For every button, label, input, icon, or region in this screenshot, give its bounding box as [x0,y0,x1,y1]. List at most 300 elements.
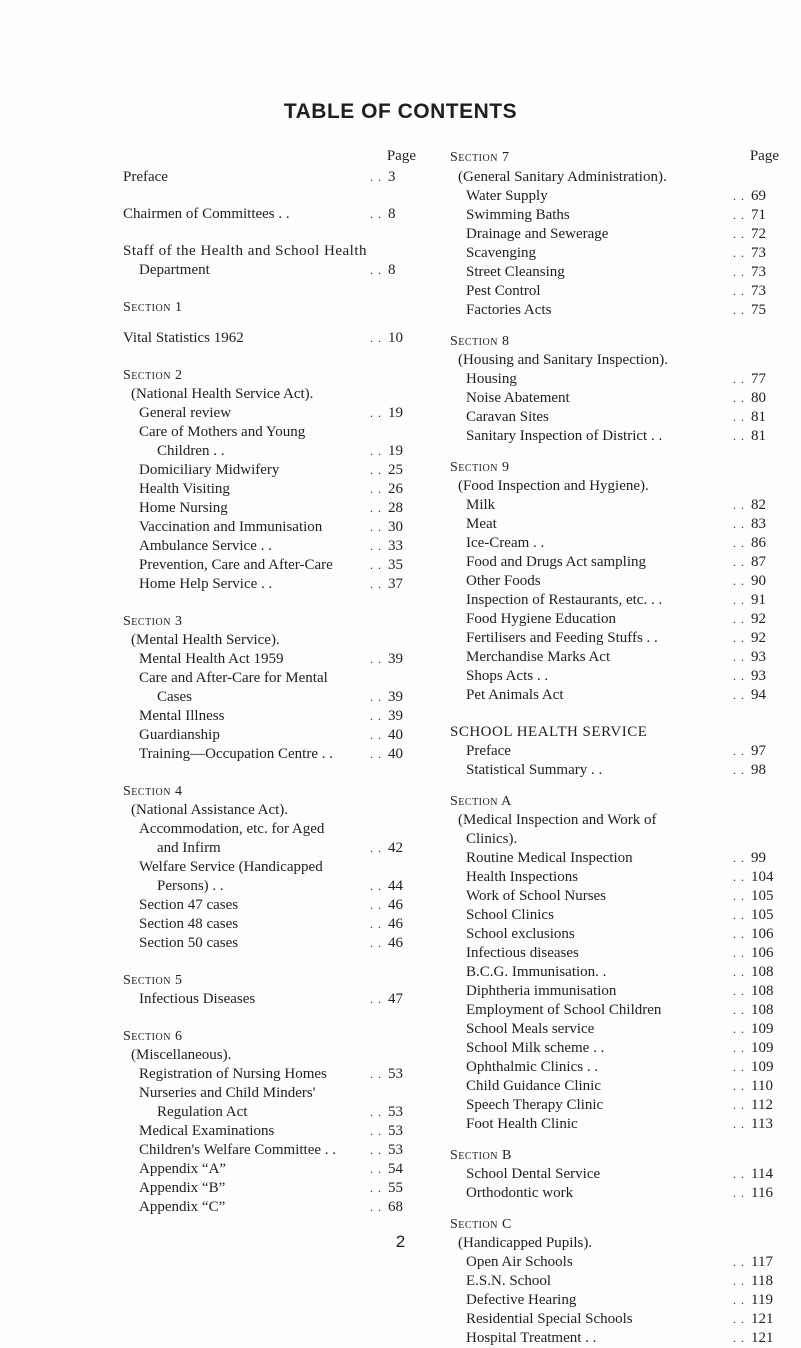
toc-entry-label: General review [139,405,232,421]
toc-entry-label: Housing [466,371,517,387]
toc-entry-page: 53 [388,1104,403,1120]
toc-entry [450,686,779,705]
toc-entry [450,572,779,591]
toc-entry [123,168,416,187]
toc-leader-dots: . . [370,917,382,931]
toc-entry-label: Preface [123,169,168,185]
toc-entry-page: 44 [388,878,403,894]
toc-entry-label: Guardianship [139,727,220,743]
toc-entry-page: 109 [751,1021,774,1037]
toc-entry-label: Section 47 cases [139,897,239,913]
toc-leader-dots: . . [370,263,382,277]
toc-leader-dots: . . [733,391,745,405]
toc-leader-dots: . . [733,574,745,588]
toc-leader-dots: . . [733,1098,745,1112]
toc-entry-label: Ice-Cream . . [466,535,545,551]
toc-entry-label: Street Cleansing [466,264,565,280]
toc-entry-page: 94 [751,687,766,703]
toc-entry-label: Nurseries and Child Minders' [139,1085,316,1101]
toc-entry [123,423,416,442]
page-column-header: Page [386,148,416,164]
toc-leader-dots: . . [370,728,382,742]
section-heading: Section 7 [450,150,510,165]
toc-entry-page: 81 [751,409,766,425]
section-heading: Section C [450,1217,512,1232]
toc-entry-label: School Milk scheme . . [466,1040,605,1056]
toc-leader-dots: . . [370,1067,382,1081]
toc-entry [450,610,779,629]
toc-entry-label: Sanitary Inspection of District . . [466,428,663,444]
toc-entry-label: Food Hygiene Education [466,611,616,627]
toc-entry [450,408,779,427]
toc-entry-label: Employment of School Children [466,1002,662,1018]
toc-leader-dots: . . [370,444,382,458]
toc-entry-label: Registration of Nursing Homes [139,1066,327,1082]
toc-entry-page: 92 [751,630,766,646]
toc-entry [450,187,779,206]
toc-entry-page: 28 [388,500,403,516]
toc-entry-label: Domiciliary Midwifery [139,462,280,478]
toc-entry-label: Staff of the Health and School Health [123,243,367,259]
toc-leader-dots: . . [733,1003,745,1017]
toc-entry [123,726,416,745]
toc-entry [123,858,416,877]
toc-entry-page: 109 [751,1059,774,1075]
toc-entry-label: Merchandise Marks Act [466,649,611,665]
toc-leader-dots: . . [733,984,745,998]
toc-entry [450,887,779,906]
toc-entry-page: 46 [388,916,403,932]
toc-entry-page: 108 [751,1002,774,1018]
toc-entry-page: 105 [751,907,774,923]
toc-leader-dots: . . [370,520,382,534]
toc-entry [450,906,779,925]
toc-entry-label: Appendix “B” [139,1180,226,1196]
toc-entry-page: 47 [388,991,403,1007]
toc-entry-page: 109 [751,1040,774,1056]
toc-leader-dots: . . [733,429,745,443]
toc-entry [123,1103,416,1122]
toc-entry-page: 30 [388,519,403,535]
toc-entry-page: 68 [388,1199,403,1215]
toc-entry-page: 105 [751,888,774,904]
toc-leader-dots: . . [733,1079,745,1093]
toc-entry [123,1122,416,1141]
toc-entry [123,820,416,839]
toc-entry [123,1141,416,1160]
toc-entry-label: Vaccination and Immunisation [139,519,323,535]
toc-entry [123,575,416,594]
toc-entry-page: 92 [751,611,766,627]
toc-right-column [450,148,779,1348]
toc-entry [450,1291,779,1310]
toc-leader-dots: . . [733,303,745,317]
toc-entry-label: Section 50 cases [139,935,239,951]
toc-leader-dots: . . [733,1255,745,1269]
toc-leader-dots: . . [733,870,745,884]
toc-entry-page: 110 [751,1078,773,1094]
section-subheading: (Handicapped Pupils). [458,1235,593,1251]
toc-entry [450,282,779,301]
toc-entry [123,688,416,707]
toc-entry-label: Swimming Baths [466,207,570,223]
toc-entry [450,534,779,553]
toc-entry-label: School exclusions [466,926,575,942]
toc-entry [123,1198,416,1217]
toc-leader-dots: . . [370,1162,382,1176]
toc-leader-dots: . . [733,1117,745,1131]
section-heading: Section 2 [123,368,183,383]
toc-entry-label: Mental Illness [139,708,225,724]
section-heading: SCHOOL HEALTH SERVICE [450,724,648,740]
toc-entry-page: 73 [751,264,766,280]
toc-leader-dots: . . [733,908,745,922]
toc-entry [450,1096,779,1115]
page-number: 2 [395,1232,406,1251]
toc-entry [123,499,416,518]
toc-entry-page: 54 [388,1161,403,1177]
toc-entry [450,1184,779,1203]
toc-entry-label: Section 48 cases [139,916,239,932]
toc-entry-label: Pet Animals Act [466,687,564,703]
section-heading: Section 3 [123,614,183,629]
toc-entry [450,206,779,225]
toc-leader-dots: . . [370,747,382,761]
toc-leader-dots: . . [370,577,382,591]
toc-leader-dots: . . [733,517,745,531]
toc-entry-label: Routine Medical Inspection [466,850,633,866]
toc-entry-page: 87 [751,554,766,570]
toc-entry-page: 8 [388,206,396,222]
toc-entry [123,1179,416,1198]
toc-entry [450,1165,779,1184]
toc-entry [450,849,779,868]
toc-entry-page: 93 [751,668,766,684]
toc-leader-dots: . . [733,265,745,279]
toc-entry-page: 53 [388,1123,403,1139]
toc-entry-page: 99 [751,850,766,866]
toc-entry-label: Statistical Summary . . [466,762,603,778]
toc-entry-label: Defective Hearing [466,1292,577,1308]
toc-entry-page: 39 [388,708,403,724]
toc-entry-page: 10 [388,330,403,346]
toc-leader-dots: . . [733,189,745,203]
toc-entry-label: Residential Special Schools [466,1311,633,1327]
toc-leader-dots: . . [733,631,745,645]
toc-entry [123,442,416,461]
toc-entry [123,990,416,1009]
toc-entry-label: Home Nursing [139,500,228,516]
toc-entry-label: Health Inspections [466,869,579,885]
toc-entry-label: Training—Occupation Centre . . [139,746,333,762]
toc-entry [123,556,416,575]
toc-entry-label: Work of School Nurses [466,888,607,904]
toc-entry-label: Meat [466,516,497,532]
toc-entry [123,205,416,224]
toc-leader-dots: . . [733,851,745,865]
section-heading: Section 4 [123,784,183,799]
toc-entry-page: 71 [751,207,766,223]
toc-entry [450,1077,779,1096]
toc-leader-dots: . . [370,331,382,345]
toc-leader-dots: . . [733,555,745,569]
toc-entry-page: 55 [388,1180,403,1196]
toc-entry-label: Open Air Schools [466,1254,573,1270]
toc-entry-page: 25 [388,462,403,478]
toc-entry [123,329,416,348]
toc-entry [450,761,779,780]
toc-leader-dots: . . [733,593,745,607]
toc-leader-dots: . . [370,1181,382,1195]
toc-entry-label: Inspection of Restaurants, etc. . . [466,592,663,608]
toc-entry-label: Medical Examinations [139,1123,275,1139]
toc-entry-page: 40 [388,746,403,762]
toc-entry [450,1253,779,1272]
toc-leader-dots: . . [733,927,745,941]
toc-leader-dots: . . [370,690,382,704]
toc-entry [123,1160,416,1179]
section-subheading: Clinics). [466,831,518,847]
toc-entry-label: Health Visiting [139,481,230,497]
toc-entry-page: 19 [388,405,403,421]
toc-entry-page: 112 [751,1097,773,1113]
toc-leader-dots: . . [370,936,382,950]
section-heading: Section 8 [450,334,510,349]
toc-leader-dots: . . [370,898,382,912]
toc-entry [450,515,779,534]
toc-entry-page: 90 [751,573,766,589]
section-subheading: (Medical Inspection and Work of [458,812,657,828]
toc-entry-page: 121 [751,1330,774,1346]
toc-leader-dots: . . [733,1022,745,1036]
toc-entry [450,963,779,982]
toc-leader-dots: . . [370,992,382,1006]
toc-entry [123,650,416,669]
toc-entry-page: 91 [751,592,766,608]
toc-entry-label: Milk [466,497,496,513]
toc-entry [450,389,779,408]
toc-entry-page: 80 [751,390,766,406]
toc-entry-label: Persons) . . [157,878,224,894]
toc-entry-page: 77 [751,371,766,387]
toc-entry [450,301,779,320]
toc-leader-dots: . . [733,1167,745,1181]
toc-entry [123,1065,416,1084]
section-heading: Section 6 [123,1029,183,1044]
toc-leader-dots: . . [733,763,745,777]
toc-entry-page: 26 [388,481,403,497]
toc-entry [450,553,779,572]
toc-entry [123,707,416,726]
toc-entry-label: Drainage and Sewerage [466,226,609,242]
toc-entry-page: 117 [751,1254,773,1270]
toc-entry-page: 73 [751,283,766,299]
toc-entry-label: Infectious Diseases [139,991,256,1007]
section-subheading: (Miscellaneous). [131,1047,232,1063]
section-subheading: (National Health Service Act). [131,386,314,402]
toc-entry [123,404,416,423]
toc-entry [450,1329,779,1348]
toc-entry-label: Diphtheria immunisation [466,983,617,999]
toc-entry-label: Fertilisers and Feeding Stuffs . . [466,630,658,646]
toc-entry-page: 108 [751,983,774,999]
toc-entry-page: 42 [388,840,403,856]
toc-entry [123,518,416,537]
toc-leader-dots: . . [733,1060,745,1074]
toc-entry-label: Mental Health Act 1959 [139,651,284,667]
toc-leader-dots: . . [370,652,382,666]
toc-entry-label: Welfare Service (Handicapped [139,859,323,875]
toc-entry-page: 73 [751,245,766,261]
toc-entry [123,877,416,896]
section-subheading: (General Sanitary Administration). [458,169,667,185]
toc-entry [450,1310,779,1329]
toc-entry [450,1001,779,1020]
toc-entry [450,1272,779,1291]
toc-leader-dots: . . [733,1293,745,1307]
toc-entry [450,263,779,282]
toc-entry-page: 113 [751,1116,773,1132]
toc-entry [450,244,779,263]
toc-entry [123,537,416,556]
toc-entry-label: Cases [157,689,192,705]
toc-entry [450,427,779,446]
toc-entry-label: Food and Drugs Act sampling [466,554,646,570]
toc-entry-page: 75 [751,302,766,318]
toc-entry-label: E.S.N. School [466,1273,552,1289]
toc-entry-page: 53 [388,1066,403,1082]
toc-leader-dots: . . [733,889,745,903]
toc-entry-label: Water Supply [466,188,548,204]
toc-leader-dots: . . [733,688,745,702]
toc-leader-dots: . . [370,1143,382,1157]
toc-leader-dots: . . [370,1105,382,1119]
toc-entry-page: 108 [751,964,774,980]
toc-leader-dots: . . [733,372,745,386]
toc-leader-dots: . . [370,482,382,496]
toc-entry [450,1115,779,1134]
toc-entry-label: Prevention, Care and After-Care [139,557,333,573]
toc-entry-label: Speech Therapy Clinic [466,1097,604,1113]
toc-leader-dots: . . [733,612,745,626]
toc-entry [450,225,779,244]
toc-entry [450,1020,779,1039]
toc-entry-label: Factories Acts [466,302,552,318]
toc-leader-dots: . . [733,946,745,960]
toc-entry-page: 93 [751,649,766,665]
toc-entry-page: 39 [388,689,403,705]
section-heading: Section 1 [123,300,183,315]
toc-entry-label: Caravan Sites [466,409,549,425]
toc-entry-page: 46 [388,897,403,913]
toc-entry-page: 119 [751,1292,773,1308]
toc-leader-dots: . . [733,650,745,664]
toc-entry [450,982,779,1001]
toc-entry-label: Regulation Act [157,1104,248,1120]
toc-entry-label: Other Foods [466,573,541,589]
toc-entry-label: Department [139,262,210,278]
toc-entry-label: Appendix “C” [139,1199,226,1215]
toc-leader-dots: . . [733,1041,745,1055]
toc-leader-dots: . . [733,1274,745,1288]
toc-entry-page: 37 [388,576,403,592]
toc-entry-label: Ambulance Service . . [139,538,272,554]
toc-entry-page: 46 [388,935,403,951]
toc-entry-page: 53 [388,1142,403,1158]
toc-entry [123,1084,416,1103]
toc-entry-label: School Clinics [466,907,554,923]
section-heading: Section B [450,1148,512,1163]
toc-entry-label: Care and After-Care for Mental [139,670,328,686]
toc-entry-page: 118 [751,1273,773,1289]
toc-leader-dots: . . [733,227,745,241]
toc-leader-dots: . . [370,1200,382,1214]
toc-entry-label: Preface [466,743,511,759]
toc-leader-dots: . . [370,406,382,420]
toc-entry-page: 104 [751,869,774,885]
toc-entry-page: 8 [388,262,396,278]
toc-entry [450,496,779,515]
toc-entry-page: 81 [751,428,766,444]
toc-entry [123,896,416,915]
toc-entry-label: Pest Control [466,283,541,299]
toc-leader-dots: . . [733,965,745,979]
toc-leader-dots: . . [370,879,382,893]
toc-entry-page: 106 [751,945,774,961]
toc-entry [450,591,779,610]
toc-entry-label: Foot Health Clinic [466,1116,578,1132]
toc-leader-dots: . . [370,170,382,184]
toc-leader-dots: . . [733,284,745,298]
toc-entry [123,461,416,480]
toc-entry-page: 82 [751,497,766,513]
toc-entry [450,925,779,944]
toc-leader-dots: . . [733,536,745,550]
toc-leader-dots: . . [370,841,382,855]
toc-leader-dots: . . [733,208,745,222]
toc-entry [123,480,416,499]
section-subheading: (Food Inspection and Hygiene). [458,478,649,494]
toc-entry-label: Care of Mothers and Young [139,424,306,440]
toc-entry [450,629,779,648]
toc-entry-page: 121 [751,1311,774,1327]
toc-entry-page: 72 [751,226,766,242]
toc-entry-label: Home Help Service . . [139,576,273,592]
toc-entry-label: Hospital Treatment . . [466,1330,597,1346]
toc-entry-label: and Infirm [157,840,221,856]
right-header-row [450,148,779,168]
toc-leader-dots: . . [370,558,382,572]
toc-entry-page: 39 [388,651,403,667]
toc-entry [450,1058,779,1077]
toc-entry-page: 3 [388,169,396,185]
toc-entry-page: 40 [388,727,403,743]
toc-entry-label: School Dental Service [466,1166,601,1182]
toc-entry [450,1039,779,1058]
toc-entry-label: Noise Abatement [466,390,570,406]
toc-entry-page: 116 [751,1185,773,1201]
toc-entry [123,839,416,858]
toc-entry-page: 69 [751,188,766,204]
toc-leader-dots: . . [370,709,382,723]
toc-entry-label: Appendix “A” [139,1161,227,1177]
toc-entry [450,667,779,686]
toc-entry-page: 114 [751,1166,773,1182]
toc-leader-dots: . . [733,1331,745,1345]
toc-entry [123,915,416,934]
toc-leader-dots: . . [733,410,745,424]
toc-entry-label: Scavenging [466,245,536,261]
